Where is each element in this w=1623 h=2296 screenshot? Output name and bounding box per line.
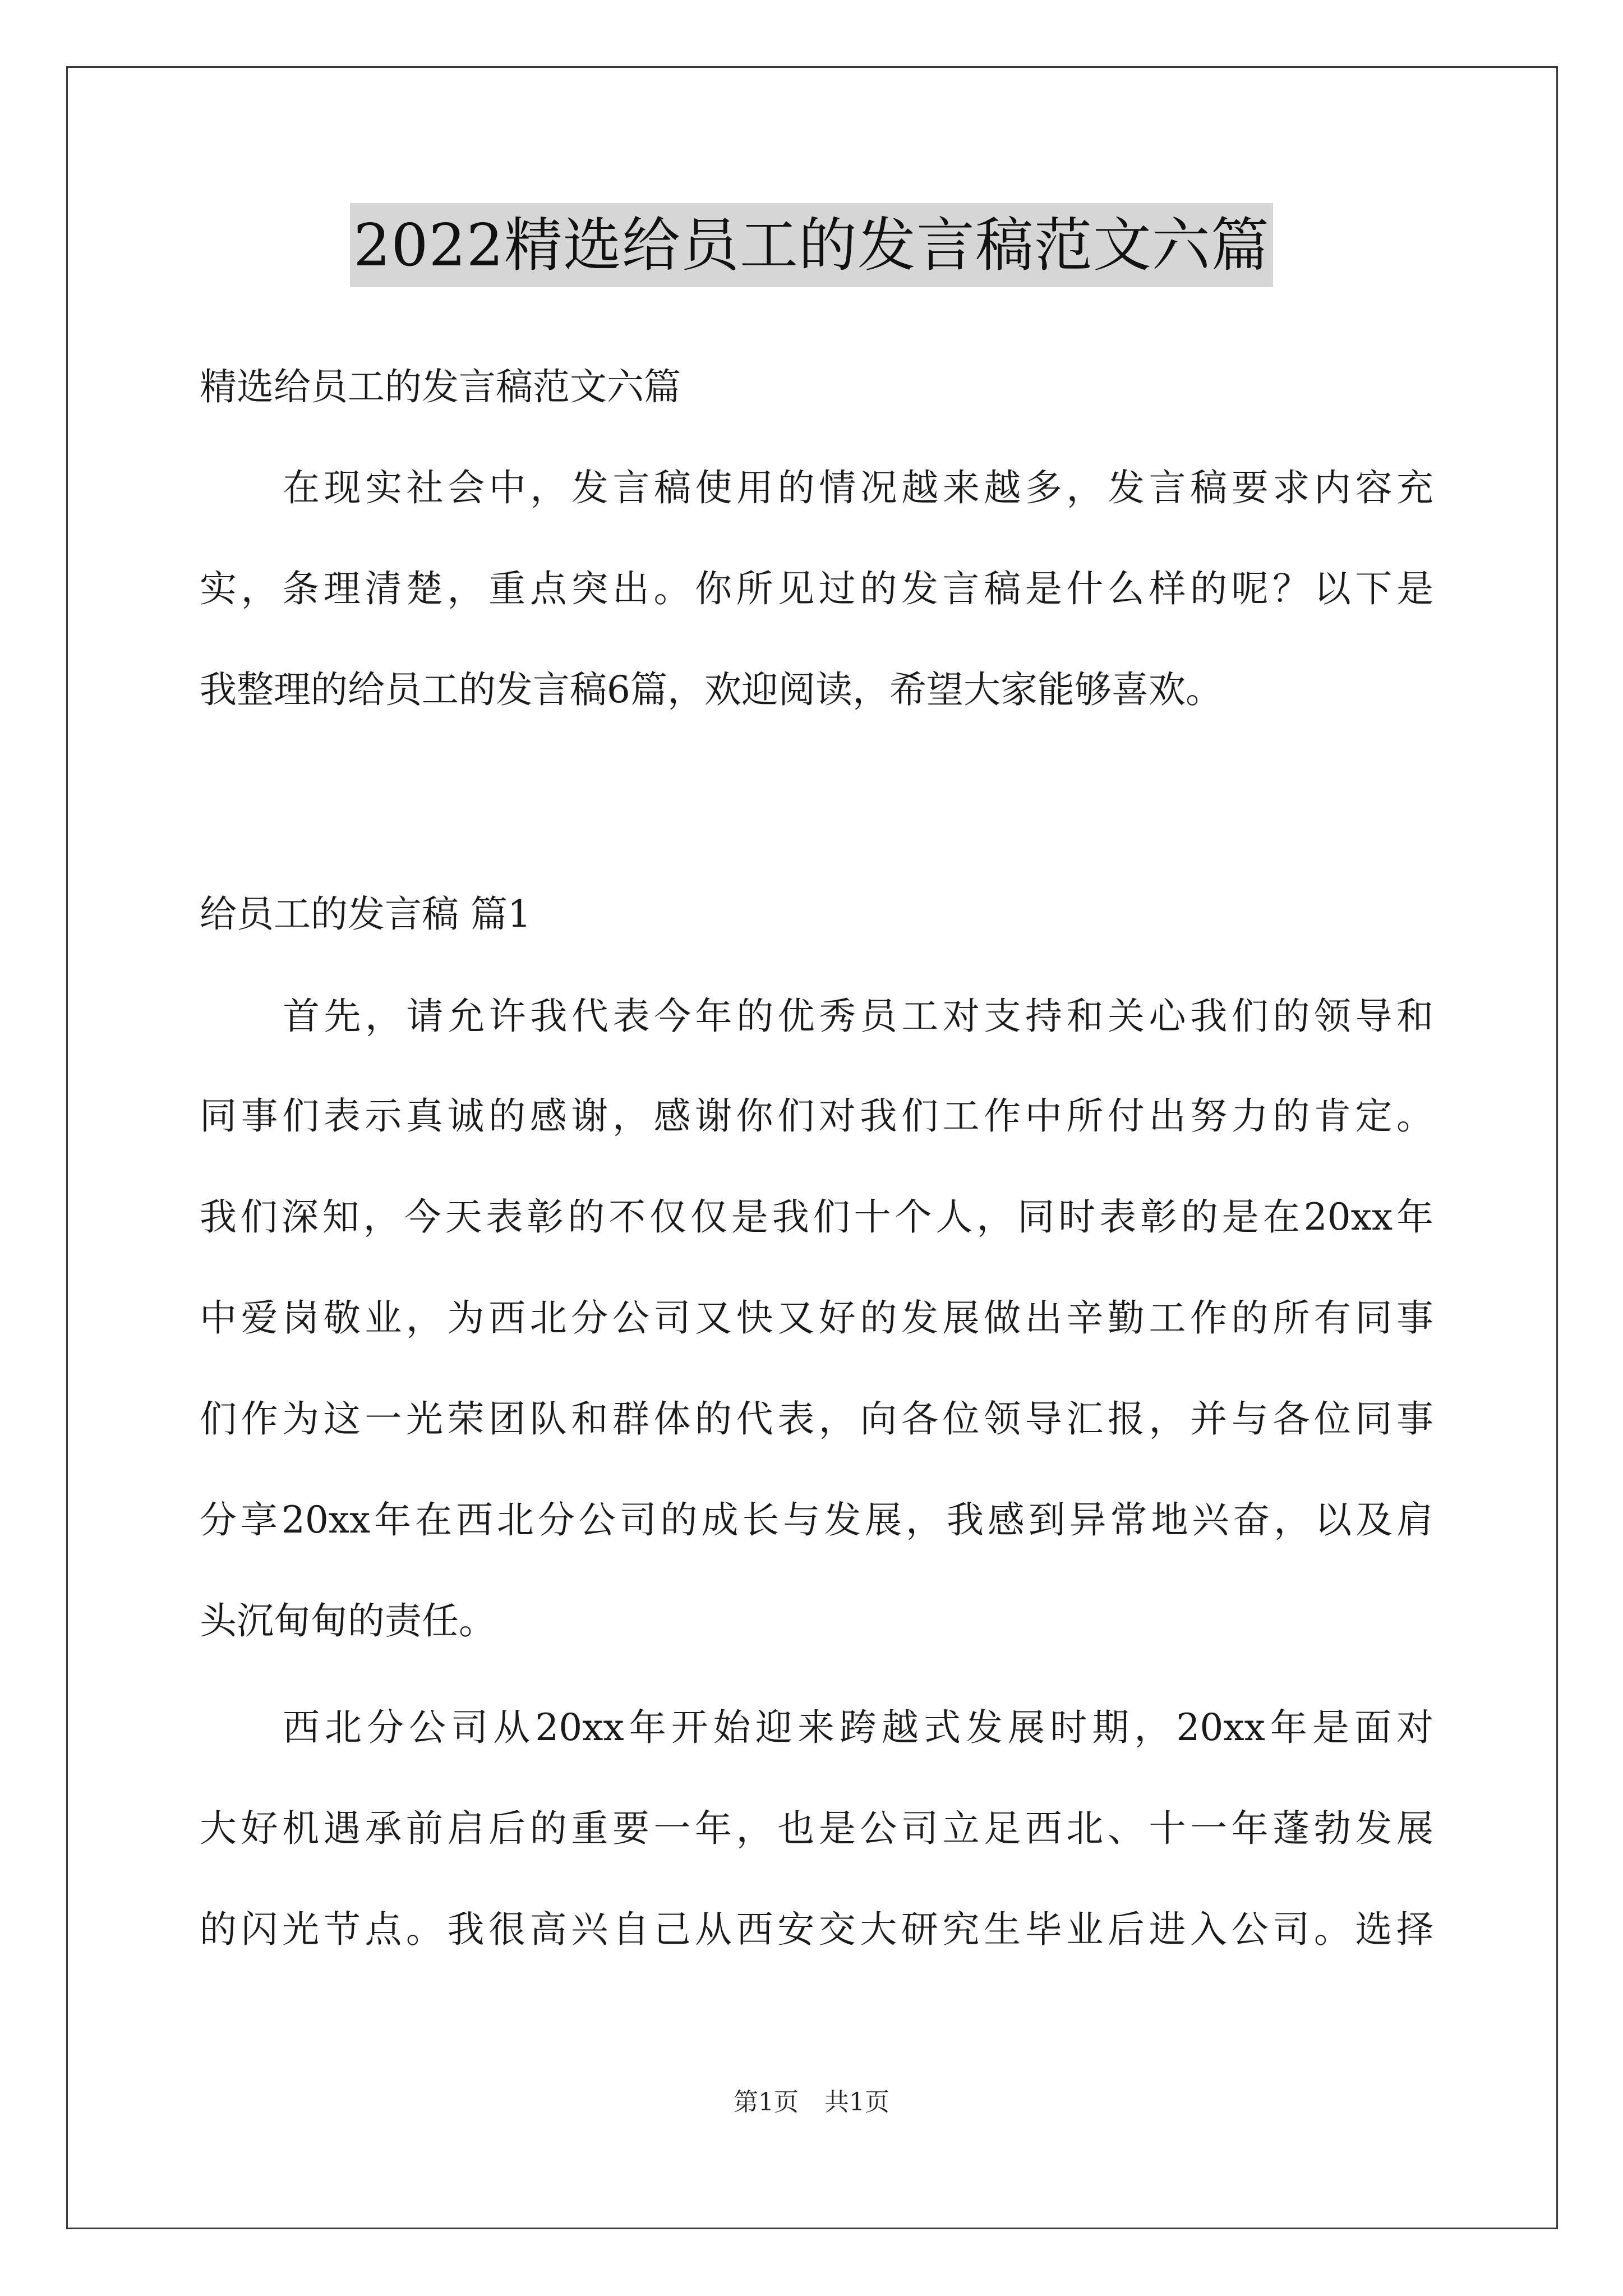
title-container [0,203,1623,287]
paragraph-line: 们作为这一光荣团队和群体的代表，向各位领导汇报，并与各位同事 [200,1397,1433,1441]
page-footer [0,2086,1623,2119]
paragraph-line: 我们深知，今天表彰的不仅仅是我们十个人，同时表彰的是在20xx年 [200,1195,1433,1239]
intro-line: 实，条理清楚，重点突出。你所见过的发言稿是什么样的呢？以下是 [200,567,1433,610]
paragraph-line: 分享20xx年在西北分公司的成长与发展，我感到异常地兴奋，以及肩 [200,1498,1433,1542]
document-subtitle: 精选给员工的发言稿范文六篇 [200,365,681,408]
document-title: 2022精选给员工的发言稿范文六篇 [350,203,1273,287]
intro-line: 我整理的给员工的发言稿6篇，欢迎阅读，希望大家能够喜欢。 [200,668,1223,711]
paragraph-line: 的闪光节点。我很高兴自己从西安交大研究生毕业后进入公司。选择 [200,1908,1433,1951]
paragraph-line: 中爱岗敬业，为西北分公司又快又好的发展做出辛勤工作的所有同事 [200,1296,1433,1340]
page-number: 第1页 [734,2088,799,2116]
paragraph-line: 西北分公司从20xx年开始迎来跨越式发展时期，20xx年是面对 [283,1706,1433,1749]
paragraph-line: 同事们表示真诚的感谢，感谢你们对我们工作中所付出努力的肯定。 [200,1094,1433,1138]
page-total: 共1页 [824,2088,889,2116]
paragraph-line: 头沉甸甸的责任。 [200,1599,496,1642]
paragraph-line: 大好机遇承前启后的重要一年，也是公司立足西北、十一年蓬勃发展 [200,1807,1433,1850]
paragraph-line: 首先，请允许我代表今年的优秀员工对支持和关心我们的领导和 [283,995,1433,1038]
section-heading: 给员工的发言稿 篇1 [200,892,531,936]
intro-line: 在现实社会中，发言稿使用的情况越来越多，发言稿要求内容充 [283,466,1433,509]
